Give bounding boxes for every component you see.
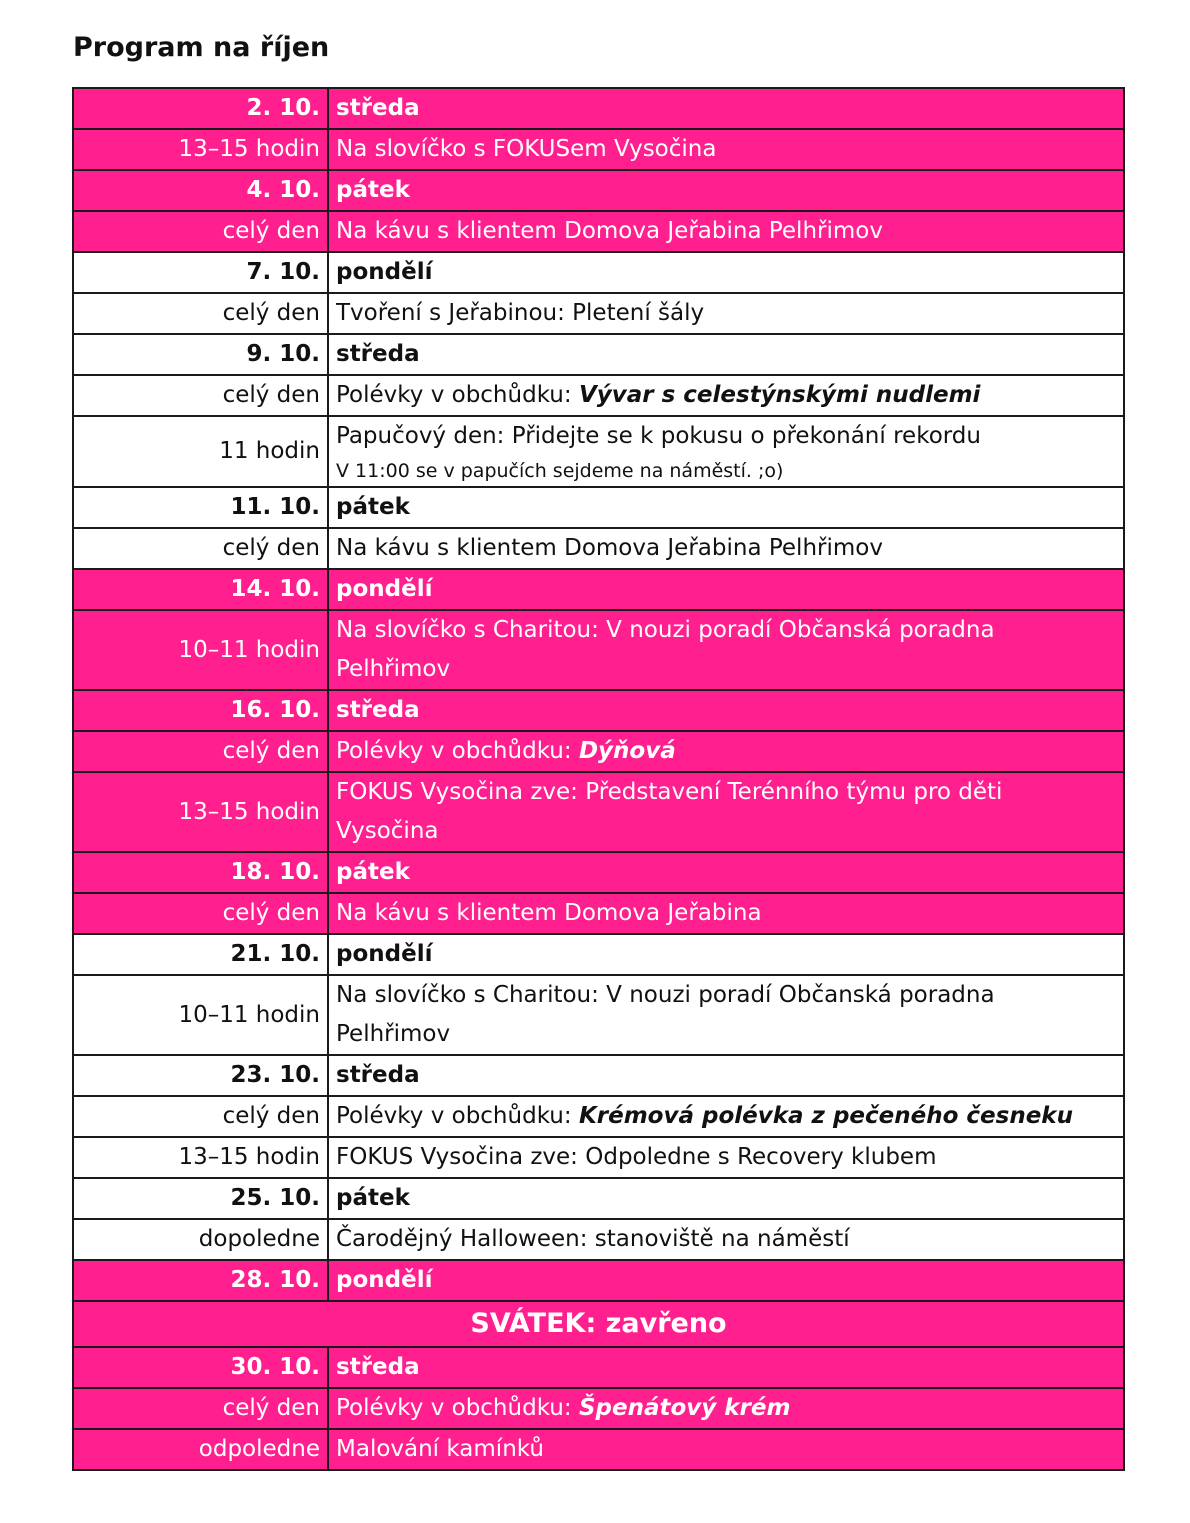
event-time: celý den: [73, 375, 328, 416]
event-time: 13–15 hodin: [73, 129, 328, 170]
day-row: [73, 487, 1124, 528]
closed-notice: SVÁTEK: zavřeno: [73, 1301, 1124, 1347]
event-row: [73, 129, 1124, 170]
event-description: [328, 975, 1124, 1055]
event-row: [73, 375, 1124, 416]
event-text: Na kávu s klientem Domova Jeřabina: [336, 900, 762, 926]
day-weekday: středa: [328, 690, 1124, 731]
event-text: Na slovíčko s Charitou: V nouzi poradí Občanská poradna: [336, 982, 995, 1008]
event-row: [73, 1219, 1124, 1260]
schedule-body: [73, 88, 1124, 1470]
day-row: [73, 1178, 1124, 1219]
day-weekday: pátek: [328, 170, 1124, 211]
event-text: Na kávu s klientem Domova Jeřabina Pelhřimov: [336, 535, 883, 561]
day-row: [73, 170, 1124, 211]
event-description: [328, 129, 1124, 170]
day-row: [73, 1055, 1124, 1096]
day-date: 21. 10.: [73, 934, 328, 975]
event-time: celý den: [73, 731, 328, 772]
day-row: [73, 252, 1124, 293]
event-row: [73, 1096, 1124, 1137]
event-text: Na kávu s klientem Domova Jeřabina Pelhřimov: [336, 218, 883, 244]
event-text: FOKUS Vysočina zve: Odpoledne s Recovery klubem: [336, 1144, 937, 1170]
day-date: 2. 10.: [73, 88, 328, 129]
event-text: Na slovíčko s Charitou: V nouzi poradí Občanská poradna: [336, 617, 995, 643]
event-text: Polévky v obchůdku:: [336, 1395, 579, 1421]
event-description: [328, 1219, 1124, 1260]
day-date: 16. 10.: [73, 690, 328, 731]
event-description: [328, 416, 1124, 487]
event-row: [73, 1137, 1124, 1178]
event-text: Papučový den: Přidejte se k pokusu o překonání rekordu: [336, 423, 981, 449]
event-time: 13–15 hodin: [73, 1137, 328, 1178]
event-time: dopoledne: [73, 1219, 328, 1260]
event-description: [328, 1137, 1124, 1178]
event-description: [328, 1429, 1124, 1470]
day-date: 23. 10.: [73, 1055, 328, 1096]
event-text: Malování kamínků: [336, 1436, 544, 1462]
day-row: [73, 1347, 1124, 1388]
day-date: 4. 10.: [73, 170, 328, 211]
event-time: celý den: [73, 293, 328, 334]
day-weekday: pátek: [328, 852, 1124, 893]
event-description: [328, 731, 1124, 772]
event-description: [328, 375, 1124, 416]
day-row: [73, 934, 1124, 975]
event-row: [73, 610, 1124, 690]
day-date: 18. 10.: [73, 852, 328, 893]
event-time: odpoledne: [73, 1429, 328, 1470]
event-text: FOKUS Vysočina zve: Představení Terénního týmu pro děti: [336, 779, 1003, 805]
day-weekday: středa: [328, 1347, 1124, 1388]
event-time: celý den: [73, 1096, 328, 1137]
day-date: 30. 10.: [73, 1347, 328, 1388]
day-weekday: pondělí: [328, 1260, 1124, 1301]
event-text: Tvoření s Jeřabinou: Pletení šály: [336, 300, 705, 326]
event-text-continued: Pelhřimov: [336, 656, 451, 682]
page-title: Program na říjen: [73, 32, 330, 63]
closed-row: [73, 1301, 1124, 1347]
event-text: Čarodějný Halloween: stanoviště na náměstí: [336, 1226, 850, 1252]
soup-name: Dýňová: [578, 738, 676, 764]
event-row: [73, 1429, 1124, 1470]
event-row: [73, 211, 1124, 252]
event-description: [328, 610, 1124, 690]
day-row: [73, 1260, 1124, 1301]
event-text: Polévky v obchůdku:: [336, 1103, 579, 1129]
event-time: celý den: [73, 893, 328, 934]
day-weekday: pátek: [328, 487, 1124, 528]
event-time: 11 hodin: [73, 416, 328, 487]
event-text-continued: Pelhřimov: [336, 1021, 451, 1047]
day-date: 9. 10.: [73, 334, 328, 375]
event-row: [73, 975, 1124, 1055]
soup-name: Vývar s celestýnskými nudlemi: [578, 382, 981, 408]
event-row: [73, 1388, 1124, 1429]
day-weekday: středa: [328, 334, 1124, 375]
day-row: [73, 334, 1124, 375]
schedule-table: [72, 87, 1125, 1471]
day-date: 28. 10.: [73, 1260, 328, 1301]
day-weekday: středa: [328, 88, 1124, 129]
event-text: Na slovíčko s FOKUSem Vysočina: [336, 136, 717, 162]
event-text: Polévky v obchůdku:: [336, 738, 579, 764]
day-row: [73, 88, 1124, 129]
event-description: [328, 293, 1124, 334]
day-row: [73, 569, 1124, 610]
event-note: V 11:00 se v papučích sejdeme na náměstí. ;o): [336, 460, 784, 482]
day-weekday: pondělí: [328, 252, 1124, 293]
event-time: celý den: [73, 1388, 328, 1429]
event-description: [328, 772, 1124, 852]
event-description: [328, 211, 1124, 252]
event-text-continued: Vysočina: [336, 818, 439, 844]
day-date: 14. 10.: [73, 569, 328, 610]
event-time: celý den: [73, 211, 328, 252]
day-weekday: pondělí: [328, 569, 1124, 610]
event-description: [328, 893, 1124, 934]
event-row: [73, 528, 1124, 569]
event-description: [328, 1096, 1124, 1137]
event-time: 10–11 hodin: [73, 610, 328, 690]
day-row: [73, 852, 1124, 893]
event-time: 10–11 hodin: [73, 975, 328, 1055]
day-date: 11. 10.: [73, 487, 328, 528]
event-time: celý den: [73, 528, 328, 569]
day-weekday: pondělí: [328, 934, 1124, 975]
event-row: [73, 772, 1124, 852]
day-weekday: pátek: [328, 1178, 1124, 1219]
event-row: [73, 293, 1124, 334]
day-row: [73, 690, 1124, 731]
event-time: 13–15 hodin: [73, 772, 328, 852]
day-weekday: středa: [328, 1055, 1124, 1096]
day-date: 7. 10.: [73, 252, 328, 293]
event-text: Polévky v obchůdku:: [336, 382, 579, 408]
soup-name: Krémová polévka z pečeného česneku: [578, 1103, 1073, 1129]
event-description: [328, 528, 1124, 569]
event-row: [73, 731, 1124, 772]
soup-name: Špenátový krém: [578, 1395, 791, 1421]
event-row: [73, 893, 1124, 934]
event-description: [328, 1388, 1124, 1429]
day-date: 25. 10.: [73, 1178, 328, 1219]
event-row: [73, 416, 1124, 487]
